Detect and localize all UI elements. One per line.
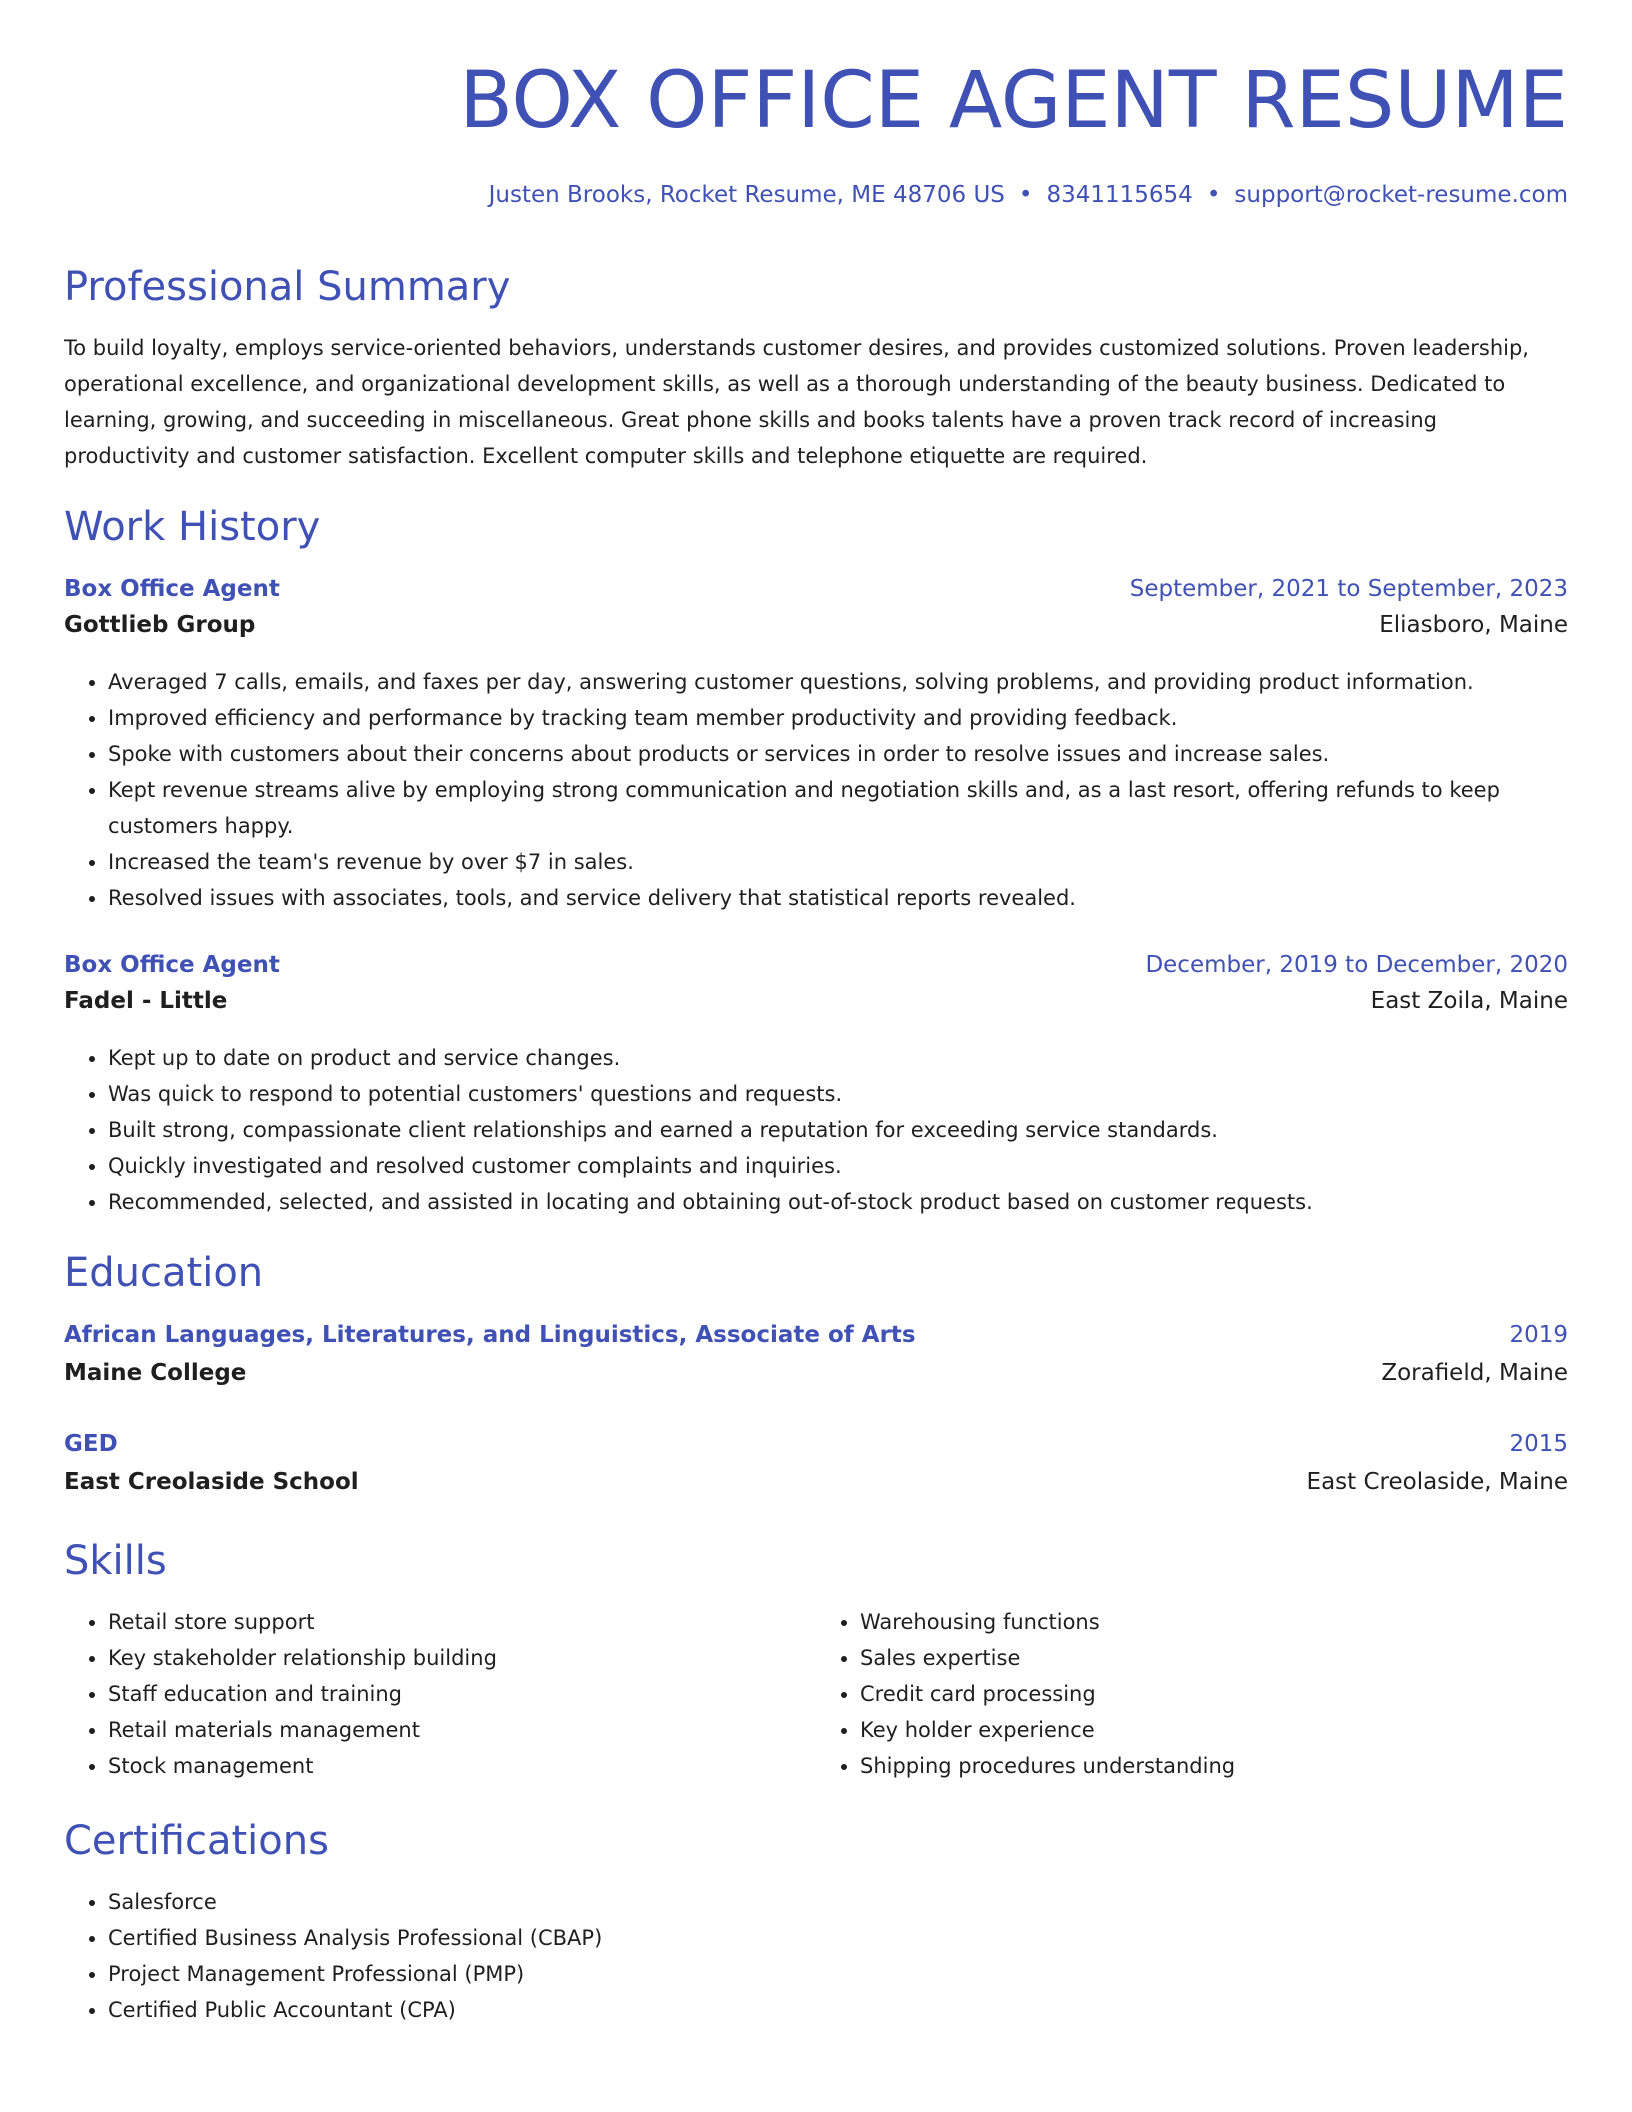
- list-item: • Was quick to respond to potential customers' questions and requests.: [108, 1076, 1568, 1112]
- education-degree: GED: [64, 1431, 118, 1457]
- education-location: East Creolaside, Maine: [1306, 1469, 1568, 1495]
- list-item: • Built strong, compassionate client relationships and earned a reputation for exceeding service standards.: [108, 1112, 1568, 1148]
- list-item: • Increased the team's revenue by over $7 in sales.: [108, 844, 1568, 880]
- job-header-row: [64, 952, 1568, 988]
- list-item: • Kept up to date on product and service changes.: [108, 1040, 1568, 1076]
- education-year: 2019: [1509, 1322, 1568, 1348]
- list-item: • Recommended, selected, and assisted in locating and obtaining out-of-stock product based on customer requests.: [108, 1184, 1568, 1220]
- section-title-skills: Skills: [64, 1538, 167, 1584]
- list-item: • Averaged 7 calls, emails, and faxes per day, answering customer questions, solving problems, and providing product information.: [108, 664, 1568, 700]
- contact-email: support@rocket-resume.com: [1234, 182, 1568, 208]
- separator-dot: •: [1018, 182, 1033, 208]
- list-item: • Project Management Professional (PMP): [108, 1956, 1568, 1992]
- job-location: Eliasboro, Maine: [1379, 612, 1568, 638]
- list-item: • Retail materials management: [108, 1712, 816, 1748]
- list-item: • Salesforce: [108, 1884, 1568, 1920]
- list-item: • Quickly investigated and resolved customer complaints and inquiries.: [108, 1148, 1568, 1184]
- education-school-row: [64, 1360, 1568, 1398]
- job-entry: [64, 952, 1568, 1220]
- job-company: Gottlieb Group: [64, 612, 256, 638]
- list-item: • Resolved issues with associates, tools, and service delivery that statistical reports revealed.: [108, 880, 1568, 916]
- education-school: Maine College: [64, 1360, 247, 1386]
- list-item: • Key holder experience: [860, 1712, 1568, 1748]
- list-item: • Credit card processing: [860, 1676, 1568, 1712]
- job-location: East Zoila, Maine: [1370, 988, 1568, 1014]
- education-year: 2015: [1509, 1431, 1568, 1457]
- section-title-certifications: Certifications: [64, 1818, 329, 1864]
- job-company-row: [64, 988, 1568, 1026]
- separator-dot: •: [1206, 182, 1221, 208]
- certifications-list: [64, 1884, 1568, 2028]
- job-entry: [64, 576, 1568, 916]
- job-company: Fadel - Little: [64, 988, 228, 1014]
- list-item: • Spoke with customers about their concerns about products or services in order to resolve issues and increase sales.: [108, 736, 1568, 772]
- list-item: • Staff education and training: [108, 1676, 816, 1712]
- skills-columns: [64, 1604, 1568, 1784]
- job-dates: September, 2021 to September, 2023: [1129, 576, 1568, 602]
- contact-address: Justen Brooks, Rocket Resume, ME 48706 US: [488, 182, 1005, 208]
- education-school-row: [64, 1469, 1568, 1507]
- list-item: • Retail store support: [108, 1604, 816, 1640]
- list-item: • Stock management: [108, 1748, 816, 1784]
- section-title-work-history: Work History: [64, 504, 321, 550]
- list-item: • Certified Business Analysis Professional (CBAP): [108, 1920, 1568, 1956]
- list-item: • Shipping procedures understanding: [860, 1748, 1568, 1784]
- summary-text: To build loyalty, employs service-oriented behaviors, understands customer desires, and provides customized solutions. Proven leadership, operational excellence, and organizational development skills, as well as a thorough understanding of the beauty business. Dedicated to learning, growing, and succeeding in miscellaneous. Great phone skills and books talents have a proven track record of increasing productivity and customer satisfaction. Excellent computer skills and telephone etiquette are required.: [64, 336, 1529, 468]
- job-role: Box Office Agent: [64, 952, 280, 978]
- list-item: • Improved efficiency and performance by tracking team member productivity and providing feedback.: [108, 700, 1568, 736]
- education-header-row: [64, 1431, 1568, 1469]
- job-bullets: [64, 664, 1568, 916]
- education-entry: [64, 1431, 1568, 1507]
- job-dates: December, 2019 to December, 2020: [1145, 952, 1568, 978]
- list-item: • Certified Public Accountant (CPA): [108, 1992, 1568, 2028]
- list-item: • Warehousing functions: [860, 1604, 1568, 1640]
- section-title-education: Education: [64, 1250, 264, 1296]
- education-school: East Creolaside School: [64, 1469, 359, 1495]
- contact-phone: 8341115654: [1046, 182, 1193, 208]
- skills-list-right: [816, 1604, 1568, 1784]
- list-item: • Kept revenue streams alive by employing strong communication and negotiation skills and, as a last resort, offering refunds to keep customers happy.: [108, 772, 1568, 844]
- section-title-summary: Professional Summary: [64, 264, 511, 310]
- resume-title: BOX OFFICE AGENT RESUME: [459, 56, 1568, 146]
- list-item: • Sales expertise: [860, 1640, 1568, 1676]
- skills-list-left: [64, 1604, 816, 1784]
- job-role: Box Office Agent: [64, 576, 280, 602]
- education-header-row: [64, 1322, 1568, 1360]
- list-item: • Key stakeholder relationship building: [108, 1640, 816, 1676]
- education-degree: African Languages, Literatures, and Linguistics, Associate of Arts: [64, 1322, 916, 1348]
- job-company-row: [64, 612, 1568, 650]
- education-entry: [64, 1322, 1568, 1398]
- education-location: Zorafield, Maine: [1381, 1360, 1568, 1386]
- contact-line: [64, 180, 1568, 210]
- job-bullets: [64, 1040, 1568, 1220]
- job-header-row: [64, 576, 1568, 612]
